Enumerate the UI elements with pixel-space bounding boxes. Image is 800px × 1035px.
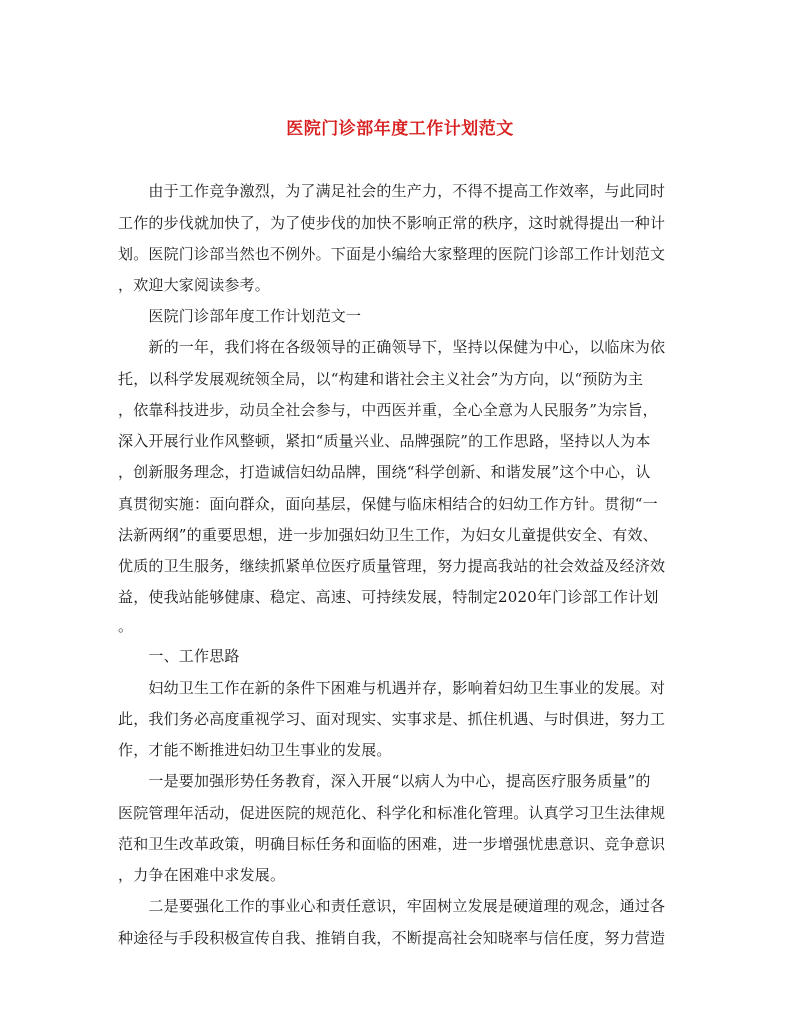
- paragraph-line: 二是要强化工作的事业心和责任意识，牢固树立发展是硬道理的观念，通过各: [118, 897, 666, 915]
- paragraph-line: 妇幼卫生工作在新的条件下困难与机遇并存，影响着妇幼卫生事业的发展。对: [118, 679, 666, 697]
- paragraph-line: ，欢迎大家阅读参考。: [118, 276, 271, 294]
- paragraph-line: 划。医院门诊部当然也不例外。下面是小编给大家整理的医院门诊部工作计划范文: [118, 245, 666, 263]
- paragraph-line: 医院管理年活动，促进医院的规范化、科学化和标准化管理。认真学习卫生法律规: [118, 804, 666, 822]
- paragraph-line: 优质的卫生服务，继续抓紧单位医疗质量管理，努力提高我站的社会效益及经济效: [118, 557, 666, 575]
- paragraph-line: 种途径与手段积极宣传自我、推销自我，不断提高社会知晓率与信任度，努力营造: [118, 929, 666, 947]
- document-title: 医院门诊部年度工作计划范文: [286, 119, 514, 139]
- paragraph-line: 范和卫生改革政策，明确目标任务和面临的困难，进一步增强忧患意识、竞争意识: [118, 835, 666, 853]
- paragraph-line: 。: [118, 617, 134, 635]
- paragraph-line: 深入开展行业作风整顿，紧扣“质量兴业、品牌强院”的工作思路，坚持以人为本: [118, 432, 651, 450]
- paragraph-line: 作，才能不断推进妇幼卫生事业的发展。: [118, 741, 392, 759]
- paragraph-line: 此，我们务必高度重视学习、面对现实、实事求是、抓住机遇、与时俱进，努力工: [118, 710, 666, 728]
- section-heading: 一、工作思路: [118, 647, 240, 665]
- paragraph-line: 工作的步伐就加快了，为了使步伐的加快不影响正常的秩序，这时就得提出一种计: [118, 214, 666, 232]
- paragraph-line: 法新两纲”的重要思想，进一步加强妇幼卫生工作，为妇女儿童提供安全、有效、: [118, 526, 658, 544]
- paragraph-line: 新的一年，我们将在各级领导的正确领导下，坚持以保健为中心，以临床为依: [118, 338, 666, 356]
- paragraph-line: 由于工作竞争激烈，为了满足社会的生产力，不得不提高工作效率，与此同时: [118, 182, 666, 200]
- paragraph-line: ，创新服务理念，打造诚信妇幼品牌，围绕“科学创新、和谐发展”这个中心，认: [118, 463, 651, 481]
- paragraph-line: ，依靠科技进步，动员全社会参与，中西医并重，全心全意为人民服务”为宗旨，: [118, 401, 658, 419]
- section-heading: 医院门诊部年度工作计划范文一: [118, 307, 362, 325]
- paragraph-line: 一是要加强形势任务教育，深入开展“以病人为中心，提高医疗服务质量”的: [118, 772, 651, 790]
- paragraph-line: ，力争在困难中求发展。: [118, 866, 286, 884]
- paragraph-line: 真贯彻实施：面向群众，面向基层，保健与临床相结合的妇幼工作方针。贯彻“一: [118, 495, 658, 513]
- paragraph-line: 益，使我站能够健康、稳定、高速、可持续发展，特制定2020年门诊部工作计划: [118, 588, 659, 606]
- paragraph-line: 托，以科学发展观统领全局，以“构建和谐社会主义社会”为方向，以“预防为主: [118, 370, 644, 388]
